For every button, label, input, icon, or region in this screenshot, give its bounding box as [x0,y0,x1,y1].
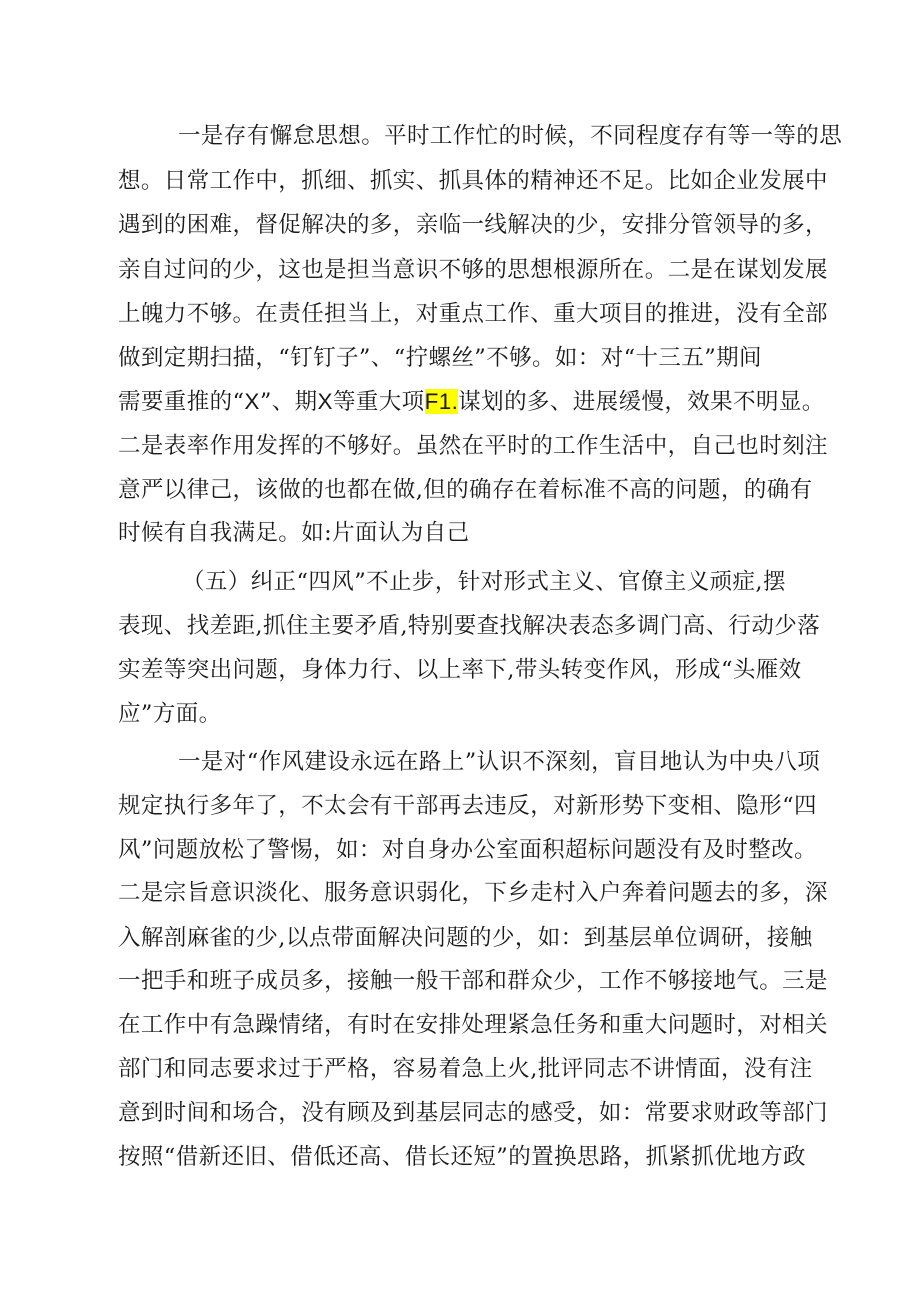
paragraph-1-line-8: 二是表率作用发挥的不够好。虽然在平时的工作生活中，自己也时刻注 [118,433,828,459]
paragraph-1-line-10: 时候有自我满足。如:片面认为自己 [118,520,470,546]
paragraph-3-line-2: 规定执行多年了，不太会有干部再去违反，对新形势下变相、隐形“四 [118,793,817,819]
paragraph-1-line-7 [118,389,825,415]
paragraph-3-line-7: 在工作中有急躁情绪，有时在安排处理紧急任务和重大问题时，对相关 [118,1012,828,1038]
paragraph-1-line-1: 一是存有懈怠思想。平时工作忙的时候，不同程度存有等一等的思 [178,123,843,149]
paragraph-3-line-5: 入解剖麻雀的少,以点带面解决问题的少，如：到基层单位调研，接触 [118,925,813,951]
line-7-x2: X [317,389,333,414]
line-7-before: 需要重推的“ [118,389,245,415]
paragraph-1-line-6: 做到定期扫描，“钉钉子”、“拧螺丝”不够。如：对“十三五”期间 [118,345,762,371]
paragraph-3-line-1: 一是对“作风建设永远在路上”认识不深刻，盲目地认为中央八项 [178,749,821,775]
paragraph-2-line-2: 表现、找差距,抓住主要矛盾,特别要查找解决表态多调门高、行动少落 [118,613,821,639]
paragraph-1-line-9: 意严以律己，该做的也都在做,但的确存在着标准不高的问题，的确有 [118,477,813,503]
paragraph-3-line-6: 一把手和班子成员多，接触一般干部和群众少，工作不够接地气。三是 [118,968,828,994]
paragraph-2-line-3: 实差等突出问题，身体力行、以上率下,带头转变作风，形成“头雁效 [118,657,802,683]
line-7-mid: ”、期 [259,389,318,415]
paragraph-1-line-4: 亲自过问的少，这也是担当意识不够的思想根源所在。二是在谋划发展 [118,257,828,283]
paragraph-3-line-4: 二是宗旨意识淡化、服务意识弱化，下乡走村入户奔着问题去的多，深 [118,880,828,906]
paragraph-2-line-1: （五）纠正“四风”不止步，针对形式主义、官僚主义顽症,摆 [182,569,786,595]
paragraph-1-line-3: 遇到的困难，督促解决的多，亲临一线解决的少，安排分管领导的多， [118,212,828,238]
line-7-x1: X [244,389,260,414]
highlighted-text: F1. [424,389,459,414]
paragraph-3-line-8: 部门和同志要求过于严格，容易着急上火,批评同志不讲情面，没有注 [118,1056,813,1082]
paragraph-3-line-3: 风”问题放松了警惕，如：对自身办公室面积超标问题没有及时整改。 [118,837,817,863]
paragraph-1-line-5: 上魄力不够。在责任担当上，对重点工作、重大项目的推进，没有全部 [118,301,828,327]
line-7-after: 谋划的多、进展缓慢，效果不明显。 [458,389,825,415]
paragraph-1-line-2: 想。日常工作中，抓细、抓实、抓具体的精神还不足。比如企业发展中 [118,168,828,194]
line-7-mid2: 等重大项 [332,389,425,415]
paragraph-2-line-4: 应”方面。 [118,701,222,727]
paragraph-3-line-9: 意到时间和场合，没有顾及到基层同志的感受，如：常要求财政等部门 [118,1100,828,1126]
paragraph-3-line-10: 按照“借新还旧、借低还高、借长还短”的置换思路，抓紧抓优地方政 [118,1144,806,1170]
